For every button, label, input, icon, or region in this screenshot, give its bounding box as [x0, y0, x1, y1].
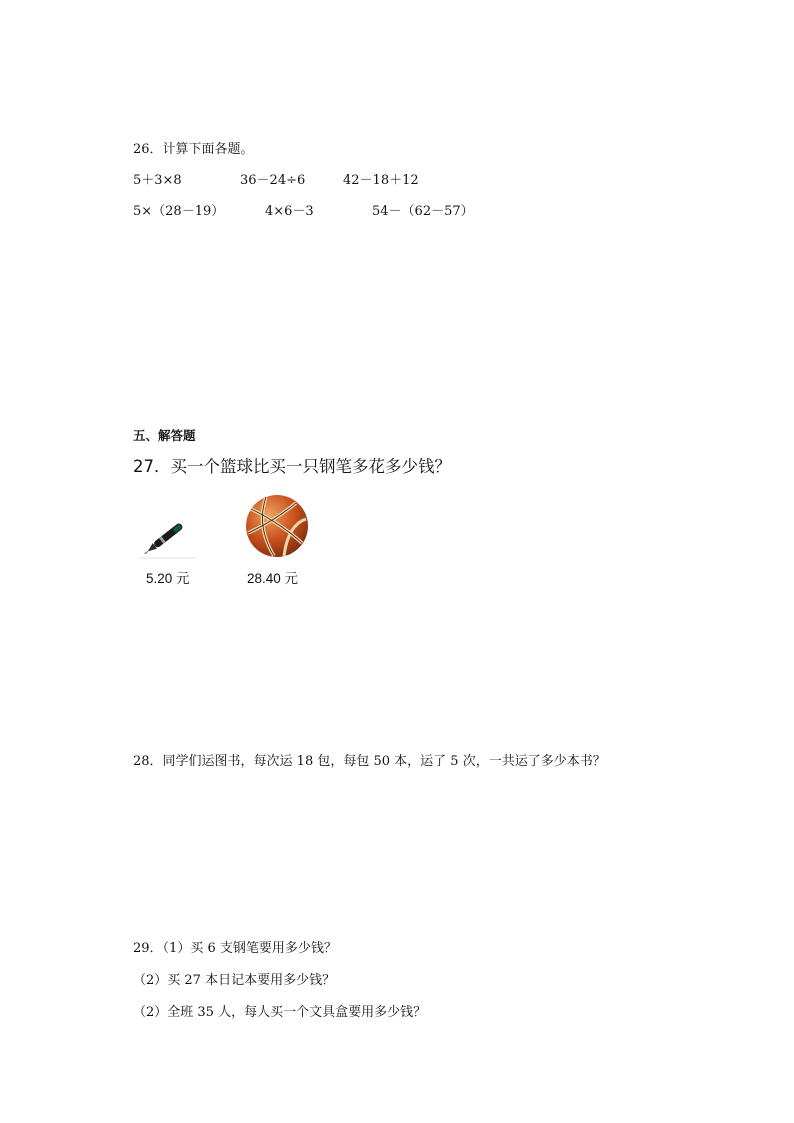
- q26-expr-1: 5＋3×8: [133, 173, 182, 188]
- q26-expr-5: 4×6－3: [265, 204, 314, 219]
- q28-title: 28．同学们运图书，每次运 18 包，每包 50 本，运了 5 次，一共运了多少本书？: [133, 754, 606, 769]
- q26-expr-2: 36－24÷6: [240, 173, 306, 188]
- pen-price: 5.20 元: [146, 571, 190, 586]
- q27-title: 27．买一个篮球比买一只钢笔多花多少钱？: [133, 457, 451, 476]
- q26-expr-6: 54－（62－57）: [372, 204, 474, 219]
- q29-part1: 29．（1）买 6 支钢笔要用多少钱？: [133, 941, 337, 956]
- q29-part2: （2）买 27 本日记本要用多少钱？: [133, 973, 336, 988]
- q29-part3: （2）全班 35 人，每人买一个文具盒要用多少钱？: [133, 1005, 427, 1020]
- fountain-pen-icon: [138, 515, 196, 559]
- basketball-price: 28.40 元: [247, 571, 299, 586]
- q26-expr-3: 42－18＋12: [343, 173, 419, 188]
- q26-expr-4: 5×（28－19）: [133, 204, 225, 219]
- basketball-icon: [244, 493, 310, 559]
- section-heading: 五、解答题: [133, 428, 196, 443]
- q26-title: 26．计算下面各题。: [133, 142, 254, 157]
